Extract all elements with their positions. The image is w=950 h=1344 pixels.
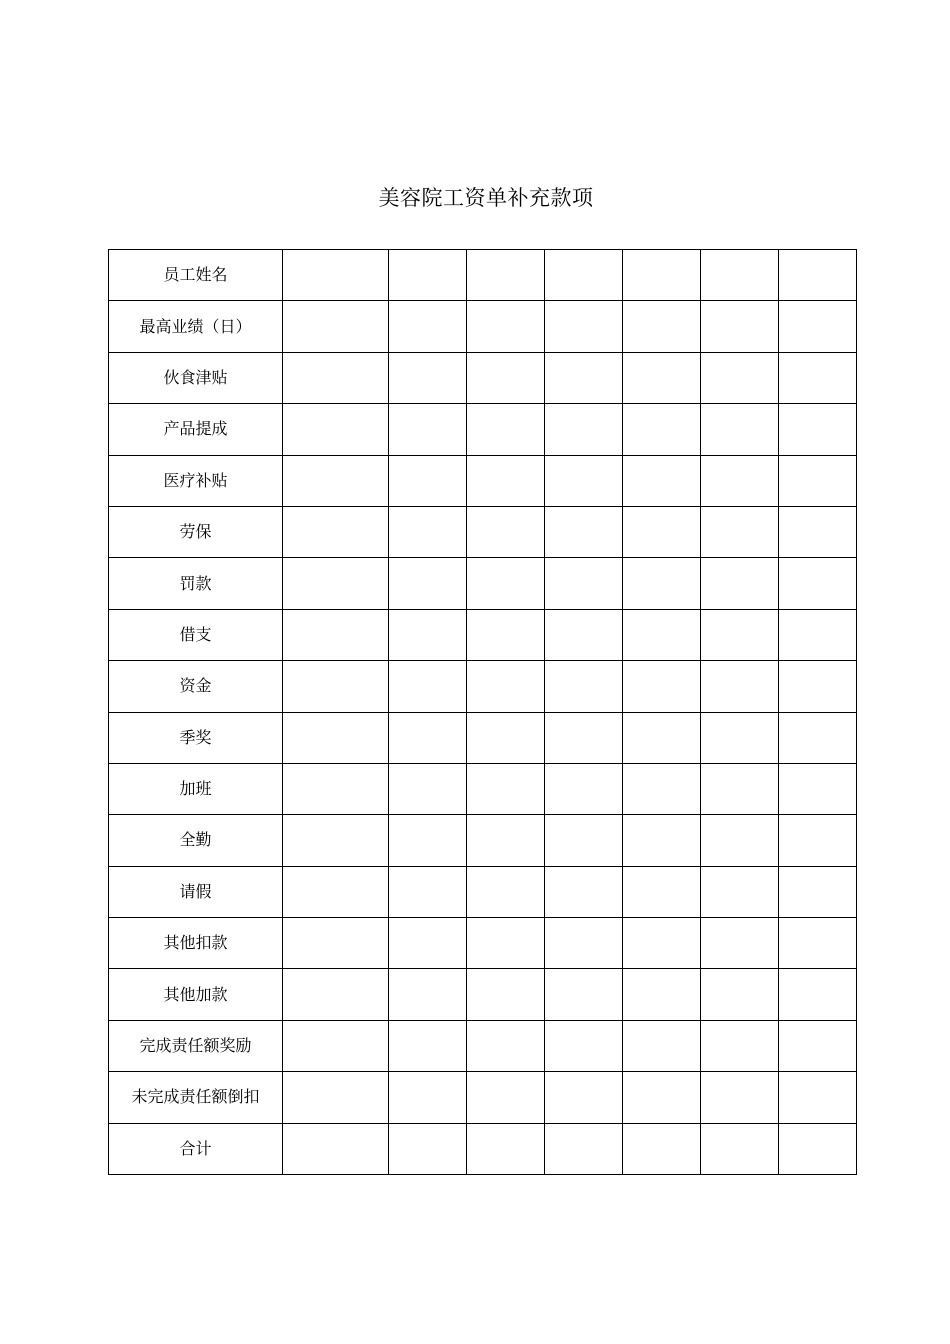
row-label: 借支 [109,609,283,660]
blank-cell[interactable] [623,301,701,352]
blank-cell[interactable] [779,250,857,301]
blank-cell[interactable] [389,301,467,352]
blank-cell[interactable] [389,1072,467,1123]
blank-cell[interactable] [467,815,545,866]
row-label: 产品提成 [109,404,283,455]
blank-cell[interactable] [701,866,779,917]
row-label: 资金 [109,661,283,712]
blank-cell[interactable] [467,918,545,969]
row-label: 其他加款 [109,969,283,1020]
blank-cell[interactable] [701,918,779,969]
blank-cell[interactable] [467,250,545,301]
table-row [109,1072,857,1123]
blank-cell[interactable] [623,866,701,917]
blank-cell[interactable] [545,763,623,814]
blank-cell[interactable] [283,969,389,1020]
blank-cell[interactable] [467,866,545,917]
salary-supplement-table [108,249,857,1175]
table-row [109,250,857,301]
blank-cell[interactable] [701,404,779,455]
blank-cell[interactable] [623,1123,701,1174]
page-title: 美容院工资单补充款项 [378,186,594,210]
table-row [109,661,857,712]
row-label: 劳保 [109,506,283,557]
row-label: 全勤 [109,815,283,866]
blank-cell[interactable] [779,455,857,506]
blank-cell[interactable] [467,609,545,660]
blank-cell[interactable] [283,455,389,506]
blank-cell[interactable] [779,1123,857,1174]
blank-cell[interactable] [467,661,545,712]
row-label: 员工姓名 [109,250,283,301]
blank-cell[interactable] [701,763,779,814]
blank-cell[interactable] [623,352,701,403]
blank-cell[interactable] [545,506,623,557]
blank-cell[interactable] [779,352,857,403]
blank-cell[interactable] [389,866,467,917]
row-label: 其他扣款 [109,918,283,969]
table-row [109,712,857,763]
blank-cell[interactable] [467,1123,545,1174]
row-label: 请假 [109,866,283,917]
blank-cell[interactable] [283,352,389,403]
blank-cell[interactable] [283,1123,389,1174]
table-row [109,301,857,352]
table-row [109,969,857,1020]
blank-cell[interactable] [283,609,389,660]
blank-cell[interactable] [623,250,701,301]
blank-cell[interactable] [545,866,623,917]
row-label: 合计 [109,1123,283,1174]
blank-cell[interactable] [467,352,545,403]
blank-cell[interactable] [389,455,467,506]
blank-cell[interactable] [779,1072,857,1123]
blank-cell[interactable] [779,969,857,1020]
blank-cell[interactable] [283,712,389,763]
blank-cell[interactable] [389,661,467,712]
blank-cell[interactable] [701,815,779,866]
blank-cell[interactable] [623,712,701,763]
blank-cell[interactable] [545,1020,623,1071]
blank-cell[interactable] [779,712,857,763]
blank-cell[interactable] [389,609,467,660]
blank-cell[interactable] [701,1072,779,1123]
blank-cell[interactable] [389,763,467,814]
blank-cell[interactable] [701,455,779,506]
blank-cell[interactable] [389,250,467,301]
blank-cell[interactable] [389,1020,467,1071]
row-label: 罚款 [109,558,283,609]
blank-cell[interactable] [283,763,389,814]
blank-cell[interactable] [467,1072,545,1123]
blank-cell[interactable] [701,301,779,352]
table-row [109,404,857,455]
blank-cell[interactable] [283,404,389,455]
blank-cell[interactable] [389,558,467,609]
row-label: 最高业绩（日） [109,301,283,352]
blank-cell[interactable] [283,866,389,917]
blank-cell[interactable] [623,815,701,866]
blank-cell[interactable] [623,404,701,455]
table-body [109,250,857,1175]
blank-cell[interactable] [701,250,779,301]
table-row [109,763,857,814]
blank-cell[interactable] [701,712,779,763]
table-row [109,1123,857,1174]
blank-cell[interactable] [283,1020,389,1071]
table-row [109,352,857,403]
row-label: 医疗补贴 [109,455,283,506]
blank-cell[interactable] [701,661,779,712]
row-label: 加班 [109,763,283,814]
blank-cell[interactable] [467,301,545,352]
blank-cell[interactable] [779,558,857,609]
blank-cell[interactable] [545,918,623,969]
table-row [109,866,857,917]
blank-cell[interactable] [389,404,467,455]
table-row [109,815,857,866]
blank-cell[interactable] [389,918,467,969]
blank-cell[interactable] [623,969,701,1020]
blank-cell[interactable] [701,352,779,403]
blank-cell[interactable] [389,969,467,1020]
blank-cell[interactable] [283,301,389,352]
blank-cell[interactable] [467,455,545,506]
blank-cell[interactable] [283,918,389,969]
blank-cell[interactable] [545,661,623,712]
blank-cell[interactable] [283,1072,389,1123]
blank-cell[interactable] [623,1020,701,1071]
blank-cell[interactable] [701,1020,779,1071]
blank-cell[interactable] [623,918,701,969]
blank-cell[interactable] [545,712,623,763]
blank-cell[interactable] [623,455,701,506]
blank-cell[interactable] [779,763,857,814]
blank-cell[interactable] [623,558,701,609]
blank-cell[interactable] [467,506,545,557]
blank-cell[interactable] [545,815,623,866]
row-label: 未完成责任额倒扣 [109,1072,283,1123]
blank-cell[interactable] [545,969,623,1020]
blank-cell[interactable] [389,815,467,866]
blank-cell[interactable] [545,558,623,609]
blank-cell[interactable] [283,250,389,301]
blank-cell[interactable] [389,352,467,403]
blank-cell[interactable] [701,1123,779,1174]
blank-cell[interactable] [779,866,857,917]
table-row [109,455,857,506]
blank-cell[interactable] [701,969,779,1020]
row-label: 伙食津贴 [109,352,283,403]
row-label: 完成责任额奖励 [109,1020,283,1071]
table-row [109,1020,857,1071]
blank-cell[interactable] [779,1020,857,1071]
blank-cell[interactable] [467,558,545,609]
blank-cell[interactable] [701,506,779,557]
blank-cell[interactable] [283,661,389,712]
blank-cell[interactable] [623,506,701,557]
blank-cell[interactable] [779,815,857,866]
blank-cell[interactable] [545,404,623,455]
table-row [109,609,857,660]
blank-cell[interactable] [623,661,701,712]
table-row [109,918,857,969]
blank-cell[interactable] [779,506,857,557]
blank-cell[interactable] [545,301,623,352]
blank-cell[interactable] [779,301,857,352]
blank-cell[interactable] [283,506,389,557]
blank-cell[interactable] [389,1123,467,1174]
table-row [109,506,857,557]
blank-cell[interactable] [545,609,623,660]
blank-cell[interactable] [779,404,857,455]
blank-cell[interactable] [545,1072,623,1123]
blank-cell[interactable] [389,712,467,763]
blank-cell[interactable] [467,1020,545,1071]
blank-cell[interactable] [779,918,857,969]
blank-cell[interactable] [283,558,389,609]
row-label: 季奖 [109,712,283,763]
blank-cell[interactable] [623,609,701,660]
blank-cell[interactable] [779,661,857,712]
blank-cell[interactable] [545,1123,623,1174]
blank-cell[interactable] [545,455,623,506]
blank-cell[interactable] [467,969,545,1020]
blank-cell[interactable] [779,609,857,660]
blank-cell[interactable] [701,609,779,660]
blank-cell[interactable] [545,250,623,301]
blank-cell[interactable] [467,404,545,455]
blank-cell[interactable] [701,558,779,609]
blank-cell[interactable] [623,1072,701,1123]
blank-cell[interactable] [389,506,467,557]
blank-cell[interactable] [545,352,623,403]
blank-cell[interactable] [467,712,545,763]
blank-cell[interactable] [623,763,701,814]
blank-cell[interactable] [283,815,389,866]
table-row [109,558,857,609]
blank-cell[interactable] [467,763,545,814]
